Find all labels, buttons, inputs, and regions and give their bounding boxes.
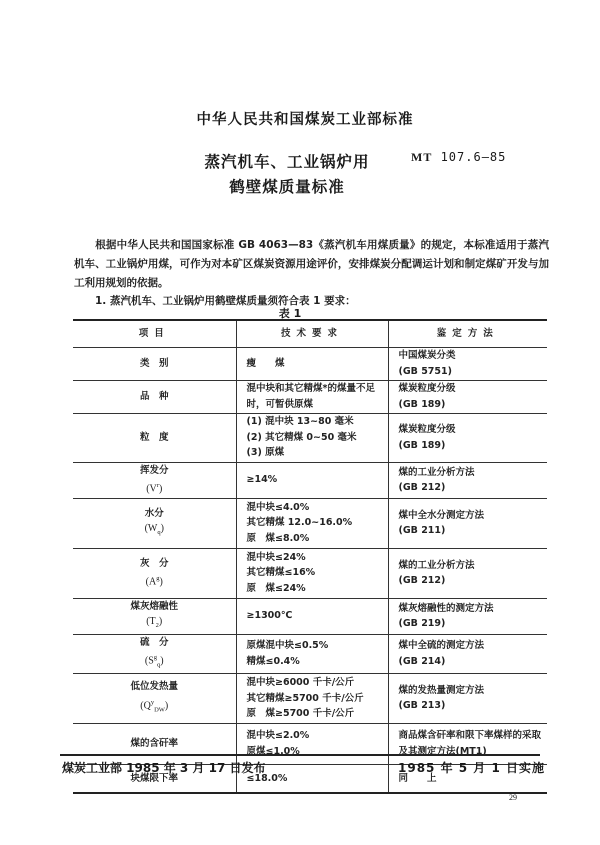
clause-1: 1. 蒸汽机车、工业锅炉用鹤壁煤质量须符合表 1 要求：	[95, 295, 356, 307]
item-symbol: $(T_2)$	[146, 616, 163, 629]
document-title-line-1: 蒸汽机车、工业锅炉用	[204, 153, 370, 171]
item-cell: 水分 $(W_q)$	[73, 498, 236, 548]
item-cell: 低位发热量 $(Q^y_{DW})$	[73, 673, 236, 723]
requirements-cell: 原煤混中块≤0.5% 精煤≤0.4%	[236, 634, 388, 673]
method-cell: 煤中全硫的测定方法 (GB 214)	[388, 634, 547, 673]
method-cell: 同 上	[388, 764, 547, 793]
item-symbol: $(V^r)$	[146, 482, 163, 495]
table-row	[73, 498, 547, 548]
requirements-cell: 混中块≥6000 千卡/公斤 其它精煤≥5700 千卡/公斤 原 煤≥5700 千卡/公斤	[236, 673, 388, 723]
item-cell: 硫 分 $(S^g_q)$	[73, 634, 236, 673]
method-cell: 商品煤含矸率和限下率煤样的采取 及其测定方法(MT1)	[388, 723, 547, 764]
method-cell: 煤炭粒度分级 (GB 189)	[388, 380, 547, 413]
intro-paragraph	[74, 236, 549, 293]
table-row	[73, 413, 547, 462]
item-symbol: $(Q^y_{DW})$	[140, 698, 169, 713]
requirements-cell: 混中块≤4.0% 其它精煤 12.0~16.0% 原 煤≤8.0%	[236, 498, 388, 548]
issue-date: 煤炭工业部 1985 年 3 月 17 日发布	[62, 761, 266, 775]
requirements-cell: ≥14%	[236, 462, 388, 498]
issuing-authority-title: 中华人民共和国煤炭工业部标准	[196, 112, 414, 128]
document-title-line-2: 鹤壁煤质量标准	[229, 178, 345, 196]
column-header-item: 项目	[73, 320, 236, 347]
item-cell: 类 别	[73, 347, 236, 380]
method-cell: 煤炭粒度分级 (GB 189)	[388, 413, 547, 462]
item-cell: 灰 分 $(A^g)$	[73, 548, 236, 598]
effective-date: 1985 年 5 月 1 日实施	[398, 761, 545, 775]
item-cell: 挥发分 $(V^r)$	[73, 462, 236, 498]
standard-code	[411, 150, 506, 165]
footer-divider	[60, 754, 540, 756]
item-cell: 块煤限下率	[73, 764, 236, 793]
requirements-cell: ≤18.0%	[236, 764, 388, 793]
page-number: 29	[509, 793, 517, 802]
item-symbol: $(A^g)$	[145, 575, 163, 588]
requirements-cell: (1) 混中块 13~80 毫米 (2) 其它精煤 0~50 毫米 (3) 原煤	[236, 413, 388, 462]
table-row	[73, 673, 547, 723]
item-symbol: $(W_q)$	[144, 523, 164, 536]
table-row	[73, 380, 547, 413]
column-header-method: 鉴定方法	[388, 320, 547, 347]
requirements-cell: 混中块和其它精煤*的煤量不足 时，可暂供原煤	[236, 380, 388, 413]
item-symbol: $(S^g_q)$	[144, 654, 164, 669]
item-cell: 粒 度	[73, 413, 236, 462]
intro-paragraph-text: 根据中华人民共和国国家标准 GB 4063—83《蒸汽机车用煤质量》的规定，本标准适用于蒸汽机车、工业锅炉用煤，可作为对本矿区煤炭资源用途评价，安排煤炭分配调运计划和制定煤矿开发与加工利用规划的依据。	[74, 239, 549, 289]
item-cell: 煤灰熔融性 $(T_2)$	[73, 598, 236, 634]
method-cell: 煤的工业分析方法 (GB 212)	[388, 548, 547, 598]
method-cell: 煤的工业分析方法 (GB 212)	[388, 462, 547, 498]
table-row	[73, 548, 547, 598]
quality-spec-table	[73, 319, 547, 794]
method-cell: 中国煤炭分类 (GB 5751)	[388, 347, 547, 380]
table-row	[73, 462, 547, 498]
table-row	[73, 347, 547, 380]
method-cell: 煤的发热量测定方法 (GB 213)	[388, 673, 547, 723]
table-header-row	[73, 320, 547, 347]
standard-code-number: 107.6—85	[440, 150, 507, 164]
requirements-cell: 混中块≤2.0% 原煤≤1.0%	[236, 723, 388, 764]
method-cell: 煤灰熔融性的测定方法 (GB 219)	[388, 598, 547, 634]
standard-code-prefix: MT	[411, 150, 433, 164]
table-row	[73, 634, 547, 673]
requirements-cell: 瘦 煤	[236, 347, 388, 380]
table-row	[73, 598, 547, 634]
item-cell: 品 种	[73, 380, 236, 413]
column-header-requirements: 技术要求	[236, 320, 388, 347]
item-cell: 煤的含矸率	[73, 723, 236, 764]
method-cell: 煤中全水分测定方法 (GB 211)	[388, 498, 547, 548]
table-caption: 表 1	[278, 307, 302, 320]
requirements-cell: 混中块≤24% 其它精煤≤16% 原 煤≤24%	[236, 548, 388, 598]
requirements-cell: ≥1300℃	[236, 598, 388, 634]
